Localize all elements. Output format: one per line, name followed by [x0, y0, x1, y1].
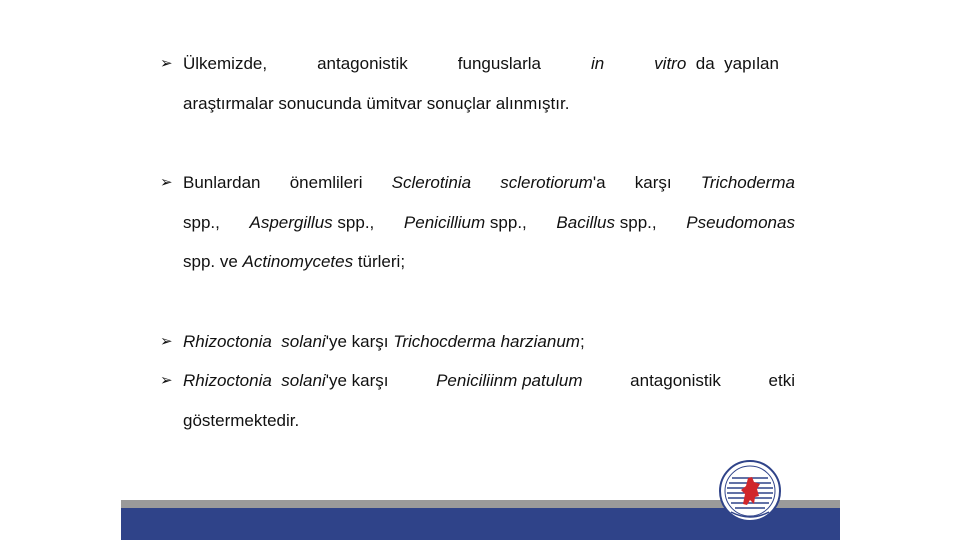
bullet-4-line-1: Rhizoctonia solani'ye karşı Peniciliinm patulum antagonistik etki	[183, 371, 795, 390]
arrow-bullet-icon: ➢	[160, 55, 173, 72]
arrow-bullet-icon: ➢	[160, 372, 173, 389]
bullet-3-line-1: Rhizoctonia solani'ye karşı Trichocderma harzianum;	[183, 332, 585, 351]
bullet-1-line-1: Ülkemizde, antagonistik funguslarla in vitro da yapılan	[183, 54, 779, 73]
bullet-2-line-1: Bunlardan önemlileri Sclerotinia sclerotiorum'a karşı Trichoderma	[183, 173, 795, 192]
bullet-1-line-2: araştırmalar sonucunda ümitvar sonuçlar alınmıştır.	[183, 94, 570, 113]
arrow-bullet-icon: ➢	[160, 174, 173, 191]
bullet-4-line-2: göstermektedir.	[183, 411, 300, 430]
university-logo-icon	[719, 460, 781, 522]
bullet-2-line-2: spp., Aspergillus spp., Penicillium spp., Bacillus spp., Pseudomonas	[183, 213, 795, 232]
bullet-2-line-3: spp. ve Actinomycetes türleri;	[183, 252, 406, 271]
arrow-bullet-icon: ➢	[160, 333, 173, 350]
